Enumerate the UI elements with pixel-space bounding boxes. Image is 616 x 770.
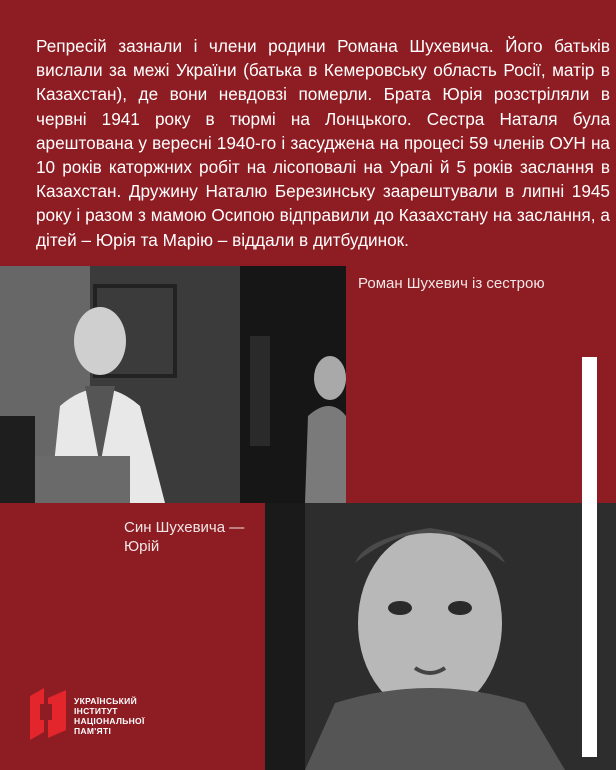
photo-2-caption: Син Шухевича — Юрій <box>124 519 245 555</box>
logo-line-4: ПАМ'ЯТІ <box>74 726 112 736</box>
institute-logo-text <box>74 696 145 736</box>
photo-son-yuriy <box>265 503 616 770</box>
photo-1-illustration <box>0 266 346 503</box>
decorative-white-bar <box>582 357 597 757</box>
institute-logo <box>30 688 230 744</box>
photo-1-caption: Роман Шухевич із сестрою <box>358 275 545 292</box>
logo-line-3: НАЦІОНАЛЬНОЇ <box>74 716 145 726</box>
logo-line-1: УКРАЇНСЬКИЙ <box>74 696 137 706</box>
main-text: Репресій зазнали і члени родини Романа Шухевича. Його батьків вислали за межі України (батька в Кемеровську область Росії, матір в Казахстан), де вони невдовзі померли. Брата Юрія розстріляли в червні 1941 року в тюрмі на Лонцького. Сестра Наталя була арештована у вересні 1940-го і засуджена на процесі 59 членів ОУН на 10 років каторжних робіт на лісоповалі на Уралі й 5 років заслання в Казахстан. Дружину Наталю Березинську заарештували в липні 1945 року і разом з мамою Осипою відправили до Казахстану на заслання, а дітей – Юрія та Марію – віддали в дитбудинок. <box>36 36 610 250</box>
logo-line-2: ІНСТИТУТ <box>74 706 118 716</box>
photo-shukhevych-with-sister <box>0 266 346 503</box>
institute-logo-icon <box>30 688 66 740</box>
photo-2-illustration <box>265 503 616 770</box>
